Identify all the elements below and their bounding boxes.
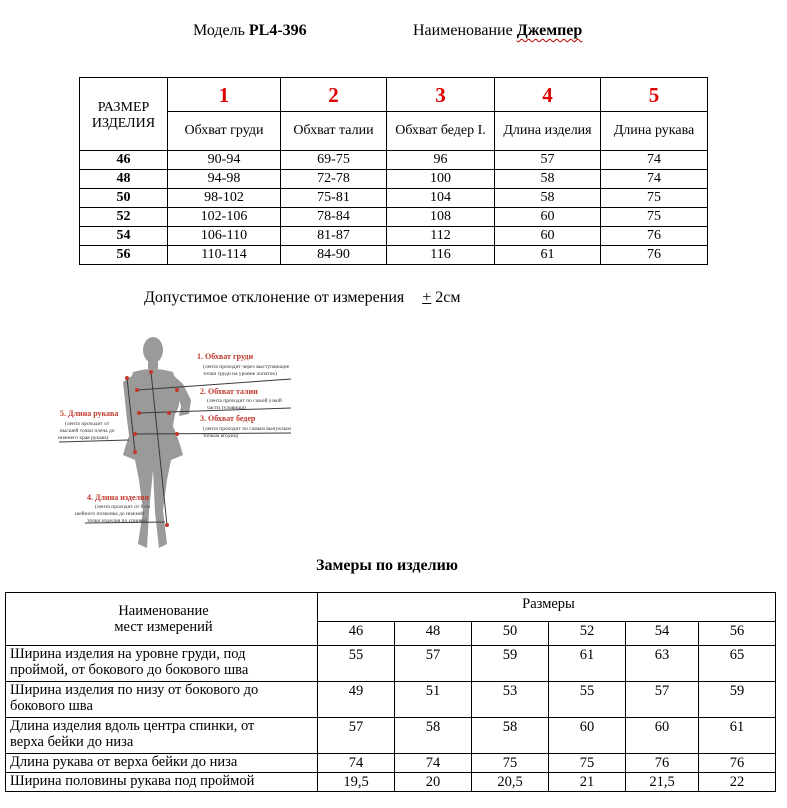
label-sleeve-title: 5. Длина рукава	[60, 409, 119, 418]
value-cell: 60	[549, 718, 626, 754]
value-cell: 75	[601, 208, 708, 227]
product-name-line	[413, 22, 582, 40]
value-cell: 60	[495, 227, 601, 246]
value-cell: 116	[387, 246, 495, 265]
value-cell: 74	[601, 170, 708, 189]
table-row	[6, 646, 776, 682]
column-label: Длина изделия	[495, 112, 601, 151]
label-hips-title: 3. Обхват бедер	[200, 414, 256, 423]
value-cell: 84-90	[281, 246, 387, 265]
value-cell: 90-94	[168, 151, 281, 170]
value-cell: 102-106	[168, 208, 281, 227]
value-cell: 57	[395, 646, 472, 682]
value-cell: 96	[387, 151, 495, 170]
value-cell: 58	[395, 718, 472, 754]
measure-name-header-line: Наименование	[118, 603, 209, 619]
value-cell: 75	[472, 754, 549, 773]
value-cell: 60	[495, 208, 601, 227]
value-cell: 74	[318, 754, 395, 773]
value-cell: 59	[699, 682, 776, 718]
measure-name-line: Ширина изделия по низу от бокового до	[10, 682, 259, 698]
measure-name-line: проймой, от бокового до бокового шва	[10, 662, 249, 678]
table-row	[6, 682, 776, 718]
value-cell: 75	[601, 189, 708, 208]
product-name-value: Джемпер	[516, 22, 583, 39]
value-cell: 72-78	[281, 170, 387, 189]
value-cell: 76	[699, 754, 776, 773]
value-cell: 100	[387, 170, 495, 189]
value-cell: 55	[318, 646, 395, 682]
value-cell: 60	[626, 718, 699, 754]
label-chest-desc: (лента проходит через выступающие	[203, 364, 290, 370]
model-label: Модель	[193, 22, 245, 39]
size-header-cell: 46	[318, 622, 395, 646]
measure-name-cell	[6, 718, 318, 754]
value-cell: 57	[318, 718, 395, 754]
size-header-cell: 52	[549, 622, 626, 646]
measure-name-line: Ширина изделия на уровне груди, под	[10, 646, 246, 662]
size-header-cell: 54	[626, 622, 699, 646]
measure-name-cell	[6, 773, 318, 792]
measure-name-header-line: мест измерений	[114, 619, 213, 635]
value-cell: 21	[549, 773, 626, 792]
value-cell: 57	[495, 151, 601, 170]
body-measurement-figure	[55, 330, 315, 555]
value-cell: 74	[601, 151, 708, 170]
column-number: 1	[168, 78, 281, 112]
size-header-cell: 56	[699, 622, 776, 646]
value-cell: 69-75	[281, 151, 387, 170]
label-sleeve-desc: нижнего края рукава)	[58, 435, 109, 441]
value-cell: 61	[699, 718, 776, 754]
label-length-desc: точки изделия по спинке)	[87, 518, 147, 524]
value-cell: 20	[395, 773, 472, 792]
product-name-label: Наименование	[413, 22, 513, 39]
table-row	[6, 773, 776, 792]
garment-measurements-table	[5, 592, 776, 792]
measure-name-line: Длина рукава от верха бейки до низа	[10, 754, 238, 770]
value-cell: 55	[549, 682, 626, 718]
table-row	[6, 718, 776, 754]
value-cell: 58	[472, 718, 549, 754]
measure-name-line: бокового шва	[10, 698, 93, 714]
label-chest-title: 1. Обхват груди	[197, 352, 254, 361]
label-chest-desc: точки груди на уровне лопаток)	[203, 371, 277, 377]
label-hips-desc: точкам ягодиц)	[203, 433, 239, 439]
size-cell: 46	[80, 151, 168, 170]
value-cell: 58	[495, 189, 601, 208]
measure-name-line: Ширина половины рукава под проймой	[10, 773, 255, 789]
size-row-header	[80, 78, 168, 151]
value-cell: 94-98	[168, 170, 281, 189]
label-waist-title: 2. Обхват талии	[200, 387, 258, 396]
measure-name-cell	[6, 754, 318, 773]
model-line	[193, 22, 307, 40]
label-sleeve-desc: высшей точки плеча до	[60, 428, 115, 434]
column-label: Длина рукава	[601, 112, 708, 151]
value-cell: 53	[472, 682, 549, 718]
column-label: Обхват бедер I.	[387, 112, 495, 151]
size-cell: 48	[80, 170, 168, 189]
column-label: Обхват груди	[168, 112, 281, 151]
value-cell: 19,5	[318, 773, 395, 792]
value-cell: 58	[495, 170, 601, 189]
size-row-header-text: РАЗМЕР ИЗДЕЛИЯ	[91, 100, 156, 131]
size-header-cell: 48	[395, 622, 472, 646]
label-hips-desc: (лента проходит по самым выпуклым	[203, 426, 291, 432]
value-cell: 81-87	[281, 227, 387, 246]
value-cell: 98-102	[168, 189, 281, 208]
column-number: 4	[495, 78, 601, 112]
column-number: 3	[387, 78, 495, 112]
label-sleeve-desc: (лента проходит от	[65, 421, 110, 427]
sizes-header: Размеры	[318, 593, 776, 622]
measure-name-header	[6, 593, 318, 646]
label-waist-desc: части туловища)	[207, 405, 246, 411]
value-cell: 63	[626, 646, 699, 682]
table-row	[80, 170, 708, 189]
measurements-title-text: Замеры по изделию	[316, 557, 459, 574]
table-row	[80, 189, 708, 208]
measure-name-line: Длина изделия вдоль центра спинки, от	[10, 718, 255, 734]
column-label: Обхват талии	[281, 112, 387, 151]
tolerance-value	[422, 289, 460, 307]
size-cell: 56	[80, 246, 168, 265]
value-cell: 61	[549, 646, 626, 682]
size-header-cell: 50	[472, 622, 549, 646]
table-row	[80, 246, 708, 265]
plus-minus-sign: +	[422, 289, 432, 306]
label-waist-desc: (лента проходит по самой узкой	[207, 398, 282, 404]
measure-name-cell	[6, 646, 318, 682]
value-cell: 65	[699, 646, 776, 682]
value-cell: 110-114	[168, 246, 281, 265]
table-row	[6, 754, 776, 773]
measure-name-line: верха бейки до низа	[10, 734, 134, 750]
value-cell: 76	[601, 246, 708, 265]
value-cell: 104	[387, 189, 495, 208]
value-cell: 49	[318, 682, 395, 718]
table-row	[80, 227, 708, 246]
size-cell: 50	[80, 189, 168, 208]
tolerance-text: Допустимое отклонение от измерения	[144, 289, 405, 306]
label-length-desc: (лента проходит от 6-го	[95, 504, 151, 510]
column-number: 2	[281, 78, 387, 112]
value-cell: 20,5	[472, 773, 549, 792]
value-cell: 61	[495, 246, 601, 265]
column-number: 5	[601, 78, 708, 112]
size-cell: 52	[80, 208, 168, 227]
value-cell: 106-110	[168, 227, 281, 246]
table-row	[80, 208, 708, 227]
table-row	[80, 151, 708, 170]
size-cell: 54	[80, 227, 168, 246]
value-cell: 108	[387, 208, 495, 227]
value-cell: 112	[387, 227, 495, 246]
size-chart-table	[79, 77, 708, 265]
label-length-desc: шейного позвонка до нижней	[75, 511, 145, 517]
value-cell: 51	[395, 682, 472, 718]
value-cell: 74	[395, 754, 472, 773]
value-cell: 59	[472, 646, 549, 682]
label-length-title: 4. Длина изделия	[87, 493, 149, 502]
value-cell: 75	[549, 754, 626, 773]
value-cell: 21,5	[626, 773, 699, 792]
measure-name-cell	[6, 682, 318, 718]
value-cell: 76	[601, 227, 708, 246]
value-cell: 75-81	[281, 189, 387, 208]
tolerance-amount: 2см	[435, 289, 461, 306]
value-cell: 22	[699, 773, 776, 792]
tolerance-note	[144, 289, 461, 307]
value-cell: 76	[626, 754, 699, 773]
model-value: PL4-396	[248, 22, 307, 39]
value-cell: 78-84	[281, 208, 387, 227]
value-cell: 57	[626, 682, 699, 718]
